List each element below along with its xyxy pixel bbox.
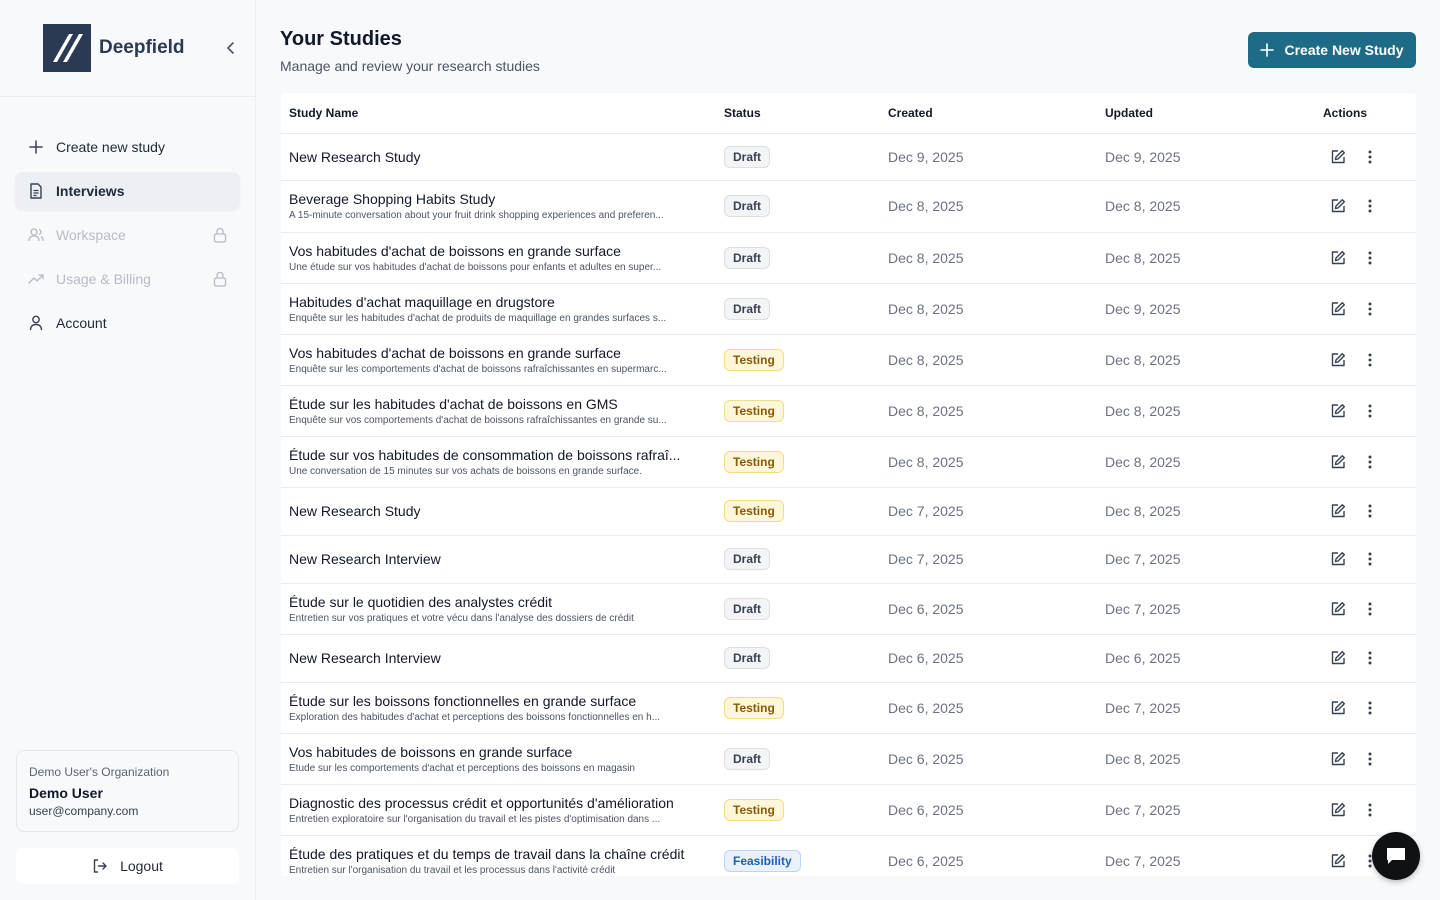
actions-cell [1315,232,1416,283]
status-cell [716,436,880,487]
edit-icon[interactable] [1324,244,1352,272]
actions-cell [1315,133,1416,180]
study-name-cell[interactable] [281,634,716,682]
status-cell [716,535,880,583]
study-name-cell[interactable] [281,733,716,784]
updated-date: Dec 7, 2025 [1105,801,1181,818]
chevron-left-icon [226,42,236,54]
study-name-cell[interactable] [281,232,716,283]
trend-icon [28,271,44,287]
status-cell [716,133,880,180]
sidebar-item-create-new-study[interactable] [15,128,240,166]
chat-icon [1385,846,1407,866]
updated-date: Dec 9, 2025 [1105,148,1181,165]
study-name[interactable]: Étude sur vos habitudes de consommation de boissons rafraî... [289,446,681,463]
created-cell [880,682,1097,733]
study-name-cell[interactable] [281,784,716,835]
brand-name: Deepfield [99,37,185,58]
sidebar-item-label: Account [56,315,107,331]
status-badge: Draft [724,598,770,620]
edit-icon[interactable] [1324,397,1352,425]
study-name-cell[interactable] [281,682,716,733]
edit-icon[interactable] [1324,448,1352,476]
created-cell [880,487,1097,535]
sidebar-nav [15,128,240,348]
sidebar-item-interviews[interactable] [15,172,240,210]
updated-cell [1097,583,1315,634]
page-title: Your Studies [280,28,402,50]
table-row[interactable] [281,535,1416,583]
created-cell [880,835,1097,876]
created-cell [880,334,1097,385]
updated-cell [1097,385,1315,436]
study-name[interactable]: Beverage Shopping Habits Study [289,191,496,207]
updated-cell [1097,487,1315,535]
study-name-cell[interactable] [281,436,716,487]
lock-icon [213,227,227,246]
updated-date: Dec 9, 2025 [1105,300,1181,317]
updated-date: Dec 7, 2025 [1105,551,1181,567]
user-org-card[interactable] [16,750,239,832]
study-name-cell[interactable] [281,133,716,180]
updated-date: Dec 7, 2025 [1105,852,1181,869]
status-badge: Draft [724,647,770,669]
updated-cell [1097,634,1315,682]
user-email: user@company.com [29,804,139,818]
lock-icon [213,271,227,290]
created-cell [880,180,1097,232]
study-name[interactable]: New Research Interview [289,551,441,567]
study-name[interactable]: Étude sur les boissons fonctionnelles en grande surface [289,692,637,709]
status-badge: Testing [724,451,784,473]
status-badge: Draft [724,247,770,269]
edit-icon[interactable] [1324,192,1352,220]
edit-icon[interactable] [1324,545,1352,573]
sidebar-item-usage-billing[interactable] [15,260,240,298]
updated-cell [1097,733,1315,784]
status-cell [716,180,880,232]
study-name-cell[interactable] [281,487,716,535]
status-cell [716,487,880,535]
study-description: A 15-minute conversation about your fruit drink shopping experiences and preferen... [289,210,664,221]
updated-date: Dec 8, 2025 [1105,249,1181,266]
table-row[interactable] [281,436,1416,487]
table-row[interactable] [281,634,1416,682]
study-description: Enquête sur les comportements d'achat de boissons rafraîchissantes en supermarc... [289,363,667,375]
study-name[interactable]: Diagnostic des processus crédit et opportunités d'amélioration [289,794,674,811]
study-name[interactable]: New Research Interview [289,650,441,666]
actions-cell [1315,283,1416,334]
actions-cell [1315,784,1416,835]
created-cell [880,733,1097,784]
created-date: Dec 9, 2025 [888,148,964,165]
status-badge: Testing [724,799,784,821]
study-name-cell[interactable] [281,180,716,232]
table-row[interactable] [281,133,1416,180]
more-vertical-icon[interactable] [1356,644,1384,672]
table-row[interactable] [281,283,1416,334]
study-name[interactable]: Étude sur les habitudes d'achat de boissons en GMS [289,395,618,412]
more-vertical-icon[interactable] [1356,545,1384,573]
created-date: Dec 8, 2025 [888,300,964,317]
sidebar [0,0,256,900]
created-date: Dec 8, 2025 [888,249,964,266]
table-row[interactable] [281,784,1416,835]
more-vertical-icon[interactable] [1356,244,1384,272]
study-name-cell[interactable] [281,385,716,436]
edit-icon[interactable] [1324,497,1352,525]
actions-cell [1315,487,1416,535]
table-row[interactable] [281,682,1416,733]
actions-cell [1315,682,1416,733]
updated-cell [1097,334,1315,385]
more-vertical-icon[interactable] [1356,497,1384,525]
actions-cell [1315,583,1416,634]
column-header-status[interactable]: Status [716,93,880,133]
created-date: Dec 6, 2025 [888,650,964,666]
study-description: Entretien sur l'organisation du travail et les processus dans l'activité crédit [289,864,616,876]
created-date: Dec 8, 2025 [888,351,964,368]
updated-cell [1097,232,1315,283]
updated-cell [1097,133,1315,180]
more-vertical-icon[interactable] [1356,448,1384,476]
more-vertical-icon[interactable] [1356,745,1384,773]
user-icon [28,315,44,331]
study-description: Entretien exploratoire sur l'organisation du travail et les pistes d'optimisation dans ... [289,813,661,825]
created-date: Dec 8, 2025 [888,453,964,470]
updated-date: Dec 7, 2025 [1105,699,1181,716]
column-header-study-name[interactable]: Study Name [281,93,716,133]
brand [0,0,255,97]
status-badge: Draft [724,146,770,168]
document-icon [28,183,44,199]
more-vertical-icon[interactable] [1356,295,1384,323]
study-name[interactable]: New Research Study [289,148,421,165]
status-cell [716,835,880,876]
updated-date: Dec 8, 2025 [1105,750,1181,767]
more-vertical-icon[interactable] [1356,694,1384,722]
status-badge: Draft [724,748,770,770]
study-description: Enquête sur vos comportements d'achat de boissons rafraîchissantes en grande su... [289,414,667,426]
created-date: Dec 6, 2025 [888,600,964,617]
created-date: Dec 7, 2025 [888,551,964,567]
actions-cell [1315,535,1416,583]
status-badge: Testing [724,349,784,371]
study-description: Étude sur les comportements d'achat et perceptions des boissons en magasin [289,762,635,774]
users-icon [28,227,44,243]
column-header-actions: Actions [1315,93,1416,133]
page-subtitle: Manage and review your research studies [280,58,540,74]
status-badge: Draft [724,195,770,217]
created-date: Dec 8, 2025 [888,402,964,419]
created-cell [880,436,1097,487]
study-name-cell[interactable] [281,283,716,334]
collapse-sidebar-button[interactable] [222,38,240,58]
status-badge: Feasibility [724,850,801,872]
table-row[interactable] [281,232,1416,283]
updated-date: Dec 7, 2025 [1105,600,1181,617]
studies-table [281,93,1416,876]
column-header-created[interactable]: Created [880,93,1097,133]
table-row[interactable] [281,835,1416,876]
more-vertical-icon[interactable] [1356,796,1384,824]
status-cell [716,334,880,385]
chat-button[interactable] [1372,832,1420,880]
plus-icon [1260,43,1274,57]
table-row[interactable] [281,487,1416,535]
status-cell [716,385,880,436]
edit-icon[interactable] [1324,694,1352,722]
study-description: Exploration des habitudes d'achat et perceptions des boissons fonctionnelles en h... [289,711,661,723]
edit-icon[interactable] [1324,346,1352,374]
study-description: Enquête sur les habitudes d'achat de produits de maquillage en grandes surfaces s... [289,312,667,324]
created-cell [880,784,1097,835]
updated-date: Dec 6, 2025 [1105,650,1181,666]
created-cell [880,583,1097,634]
actions-cell [1315,733,1416,784]
actions-cell [1315,385,1416,436]
user-name: Demo User [29,785,103,801]
edit-icon[interactable] [1324,595,1352,623]
updated-cell [1097,784,1315,835]
updated-date: Dec 8, 2025 [1105,198,1181,214]
created-cell [880,385,1097,436]
create-new-study-button[interactable] [1248,32,1416,68]
table-row[interactable] [281,180,1416,232]
created-date: Dec 6, 2025 [888,801,964,818]
created-cell [880,634,1097,682]
study-name[interactable]: Vos habitudes d'achat de boissons en grande surface [289,242,621,259]
study-description: Une conversation de 15 minutes sur vos achats de boissons en grande surface. [289,465,642,477]
study-name-cell[interactable] [281,835,716,876]
sidebar-item-label: Workspace [56,227,126,243]
created-date: Dec 6, 2025 [888,852,964,869]
created-date: Dec 8, 2025 [888,198,964,214]
sidebar-item-label: Interviews [56,183,125,199]
status-badge: Testing [724,500,784,522]
status-cell [716,682,880,733]
edit-icon[interactable] [1324,143,1352,171]
column-header-updated[interactable]: Updated [1097,93,1315,133]
study-name[interactable]: Vos habitudes d'achat de boissons en grande surface [289,344,621,361]
sidebar-item-label: Usage & Billing [56,271,151,287]
status-cell [716,784,880,835]
created-cell [880,232,1097,283]
study-name-cell[interactable] [281,535,716,583]
updated-cell [1097,283,1315,334]
created-date: Dec 6, 2025 [888,750,964,767]
created-cell [880,283,1097,334]
more-vertical-icon[interactable] [1356,397,1384,425]
study-name-cell[interactable] [281,583,716,634]
actions-cell [1315,180,1416,232]
study-name[interactable]: Habitudes d'achat maquillage en drugstore [289,293,555,310]
status-cell [716,583,880,634]
table-row[interactable] [281,385,1416,436]
study-name-cell[interactable] [281,334,716,385]
updated-date: Dec 8, 2025 [1105,351,1181,368]
table-row[interactable] [281,733,1416,784]
edit-icon[interactable] [1324,644,1352,672]
status-cell [716,283,880,334]
edit-icon[interactable] [1324,796,1352,824]
updated-date: Dec 8, 2025 [1105,402,1181,419]
more-vertical-icon[interactable] [1356,192,1384,220]
updated-date: Dec 8, 2025 [1105,503,1181,519]
study-name[interactable]: Étude sur le quotidien des analystes crédit [289,593,553,610]
more-vertical-icon[interactable] [1356,595,1384,623]
status-badge: Testing [724,697,784,719]
study-name[interactable]: Vos habitudes de boissons en grande surface [289,743,573,760]
updated-cell [1097,180,1315,232]
edit-icon[interactable] [1324,847,1352,875]
logo-icon [43,24,91,72]
study-description: Entretien sur vos pratiques et votre vécu dans l'analyse des dossiers de crédit [289,612,634,624]
study-name[interactable]: New Research Study [289,503,421,519]
logout-label: Logout [120,858,163,874]
logout-button[interactable] [16,848,239,884]
org-name: Demo User's Organization [29,765,170,779]
table-row[interactable] [281,583,1416,634]
status-badge: Draft [724,298,770,320]
more-vertical-icon[interactable] [1356,346,1384,374]
status-cell [716,634,880,682]
create-new-study-label: Create New Study [1284,42,1404,58]
status-badge: Testing [724,400,784,422]
created-cell [880,535,1097,583]
status-badge: Draft [724,548,770,570]
updated-cell [1097,682,1315,733]
actions-cell [1315,634,1416,682]
table-row[interactable] [281,334,1416,385]
updated-cell [1097,436,1315,487]
plus-icon [28,139,44,155]
study-name[interactable]: Étude des pratiques et du temps de travail dans la chaîne crédit [289,845,685,862]
more-vertical-icon[interactable] [1356,143,1384,171]
sidebar-item-label: Create new study [56,139,165,155]
created-cell [880,133,1097,180]
sidebar-item-workspace[interactable] [15,216,240,254]
updated-cell [1097,835,1315,876]
created-date: Dec 6, 2025 [888,699,964,716]
edit-icon[interactable] [1324,295,1352,323]
status-cell [716,232,880,283]
sidebar-item-account[interactable] [15,304,240,342]
updated-cell [1097,535,1315,583]
table-header-row [281,93,1416,133]
created-date: Dec 7, 2025 [888,503,964,519]
actions-cell [1315,334,1416,385]
logout-icon [92,858,108,874]
study-description: Une étude sur vos habitudes d'achat de boissons pour enfants et adultes en super... [289,261,662,273]
actions-cell [1315,436,1416,487]
status-cell [716,733,880,784]
updated-date: Dec 8, 2025 [1105,453,1181,470]
edit-icon[interactable] [1324,745,1352,773]
